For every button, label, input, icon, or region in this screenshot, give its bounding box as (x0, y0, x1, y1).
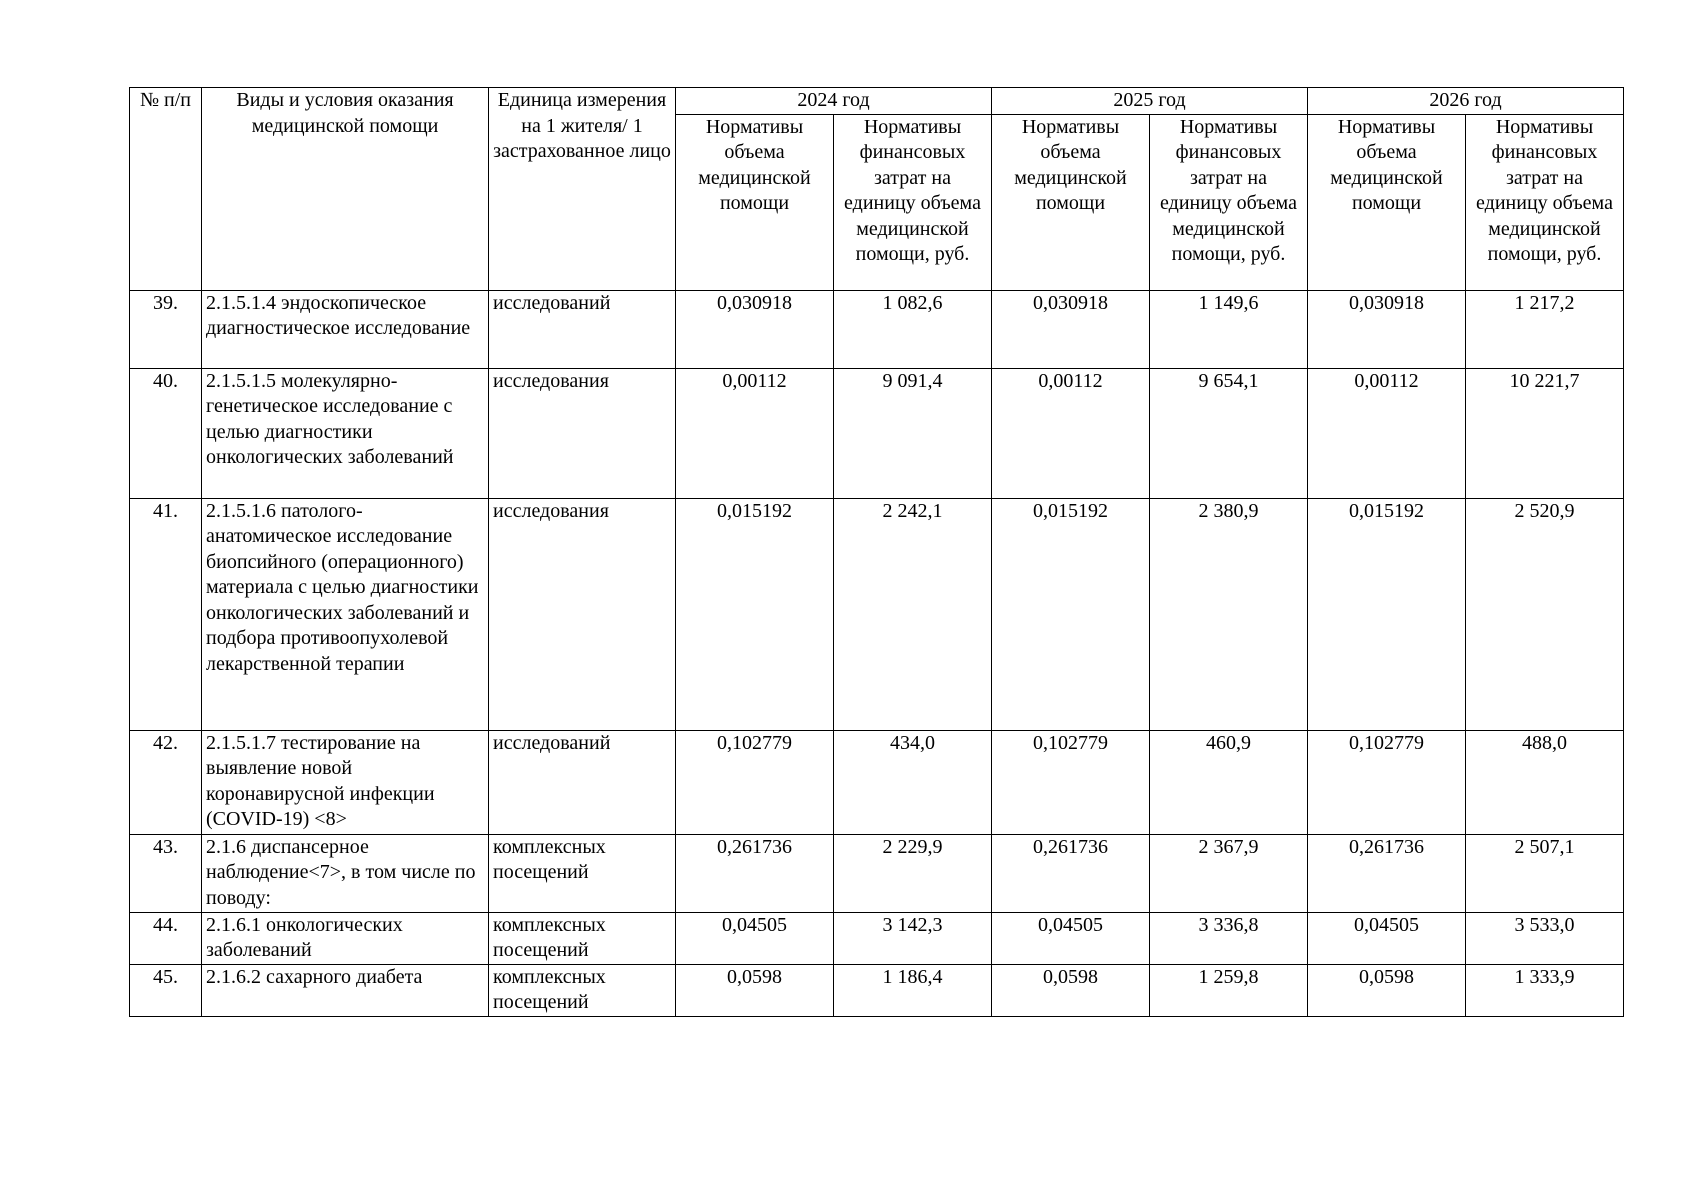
header-year-2025: 2025 год (992, 88, 1308, 115)
row-cost-2024: 1 082,6 (834, 290, 992, 368)
row-volume-2025: 0,0598 (992, 964, 1150, 1016)
header-cost-2025: Нормативы финансовых затрат на единицу объема медицинской помощи, руб. (1150, 114, 1308, 290)
row-volume-2025: 0,04505 (992, 912, 1150, 964)
row-num: 43. (130, 834, 202, 912)
header-year-2024: 2024 год (676, 88, 992, 115)
row-volume-2026: 0,030918 (1308, 290, 1466, 368)
row-cost-2026: 488,0 (1466, 730, 1624, 834)
row-volume-2024: 0,0598 (676, 964, 834, 1016)
row-unit: исследования (489, 498, 676, 730)
row-volume-2024: 0,04505 (676, 912, 834, 964)
row-cost-2025: 460,9 (1150, 730, 1308, 834)
row-cost-2026: 1 217,2 (1466, 290, 1624, 368)
row-name: 2.1.6.1 онкологических заболеваний (202, 912, 489, 964)
table-header (130, 88, 1624, 291)
row-name: 2.1.5.1.6 патолого-анатомическое исследование биопсийного (операционного) материала с целью диагностики онкологических заболеваний и подбора противоопухолевой лекарственной терапии (202, 498, 489, 730)
header-unit: Единица измерения на 1 жителя/ 1 застрахованное лицо (489, 88, 676, 291)
row-cost-2025: 2 367,9 (1150, 834, 1308, 912)
row-num: 45. (130, 964, 202, 1016)
row-cost-2026: 3 533,0 (1466, 912, 1624, 964)
norms-table (129, 87, 1624, 1017)
row-volume-2026: 0,261736 (1308, 834, 1466, 912)
row-unit: комплексных посещений (489, 912, 676, 964)
row-volume-2024: 0,015192 (676, 498, 834, 730)
row-num: 42. (130, 730, 202, 834)
row-volume-2026: 0,102779 (1308, 730, 1466, 834)
row-volume-2025: 0,015192 (992, 498, 1150, 730)
row-cost-2026: 1 333,9 (1466, 964, 1624, 1016)
header-volume-2025: Нормативы объема медицинской помощи (992, 114, 1150, 290)
table-row (130, 964, 1624, 1016)
row-unit: исследований (489, 290, 676, 368)
row-volume-2026: 0,0598 (1308, 964, 1466, 1016)
row-cost-2025: 2 380,9 (1150, 498, 1308, 730)
row-volume-2026: 0,04505 (1308, 912, 1466, 964)
row-volume-2024: 0,030918 (676, 290, 834, 368)
row-volume-2024: 0,102779 (676, 730, 834, 834)
row-cost-2024: 3 142,3 (834, 912, 992, 964)
table-body (130, 290, 1624, 1016)
row-cost-2024: 9 091,4 (834, 368, 992, 498)
row-num: 41. (130, 498, 202, 730)
row-cost-2025: 1 259,8 (1150, 964, 1308, 1016)
header-row-years (130, 88, 1624, 115)
row-volume-2025: 0,261736 (992, 834, 1150, 912)
table-row (130, 834, 1624, 912)
header-volume-2026: Нормативы объема медицинской помощи (1308, 114, 1466, 290)
row-volume-2025: 0,030918 (992, 290, 1150, 368)
row-name: 2.1.6 диспансерное наблюдение<7>, в том числе по поводу: (202, 834, 489, 912)
row-cost-2024: 2 242,1 (834, 498, 992, 730)
row-cost-2025: 1 149,6 (1150, 290, 1308, 368)
row-cost-2025: 9 654,1 (1150, 368, 1308, 498)
row-unit: комплексных посещений (489, 834, 676, 912)
header-cost-2024: Нормативы финансовых затрат на единицу объема медицинской помощи, руб. (834, 114, 992, 290)
row-num: 39. (130, 290, 202, 368)
row-name: 2.1.5.1.4 эндоскопическое диагностическое исследование (202, 290, 489, 368)
header-year-2026: 2026 год (1308, 88, 1624, 115)
row-cost-2025: 3 336,8 (1150, 912, 1308, 964)
row-name: 2.1.5.1.5 молекулярно-генетическое исследование с целью диагностики онкологических заболеваний (202, 368, 489, 498)
table-row (130, 730, 1624, 834)
row-volume-2026: 0,015192 (1308, 498, 1466, 730)
table-row (130, 290, 1624, 368)
row-name: 2.1.5.1.7 тестирование на выявление новой коронавирусной инфекции (COVID-19) <8> (202, 730, 489, 834)
row-volume-2025: 0,00112 (992, 368, 1150, 498)
row-cost-2026: 10 221,7 (1466, 368, 1624, 498)
table-row (130, 368, 1624, 498)
row-volume-2024: 0,00112 (676, 368, 834, 498)
header-volume-2024: Нормативы объема медицинской помощи (676, 114, 834, 290)
row-cost-2024: 434,0 (834, 730, 992, 834)
table-row (130, 498, 1624, 730)
header-type: Виды и условия оказания медицинской помощи (202, 88, 489, 291)
row-name: 2.1.6.2 сахарного диабета (202, 964, 489, 1016)
row-unit: исследования (489, 368, 676, 498)
row-num: 44. (130, 912, 202, 964)
row-unit: комплексных посещений (489, 964, 676, 1016)
row-num: 40. (130, 368, 202, 498)
table-row (130, 912, 1624, 964)
row-volume-2026: 0,00112 (1308, 368, 1466, 498)
row-cost-2024: 2 229,9 (834, 834, 992, 912)
row-cost-2026: 2 507,1 (1466, 834, 1624, 912)
row-volume-2024: 0,261736 (676, 834, 834, 912)
row-unit: исследований (489, 730, 676, 834)
row-volume-2025: 0,102779 (992, 730, 1150, 834)
row-cost-2024: 1 186,4 (834, 964, 992, 1016)
header-num: № п/п (130, 88, 202, 291)
header-cost-2026: Нормативы финансовых затрат на единицу объема медицинской помощи, руб. (1466, 114, 1624, 290)
row-cost-2026: 2 520,9 (1466, 498, 1624, 730)
